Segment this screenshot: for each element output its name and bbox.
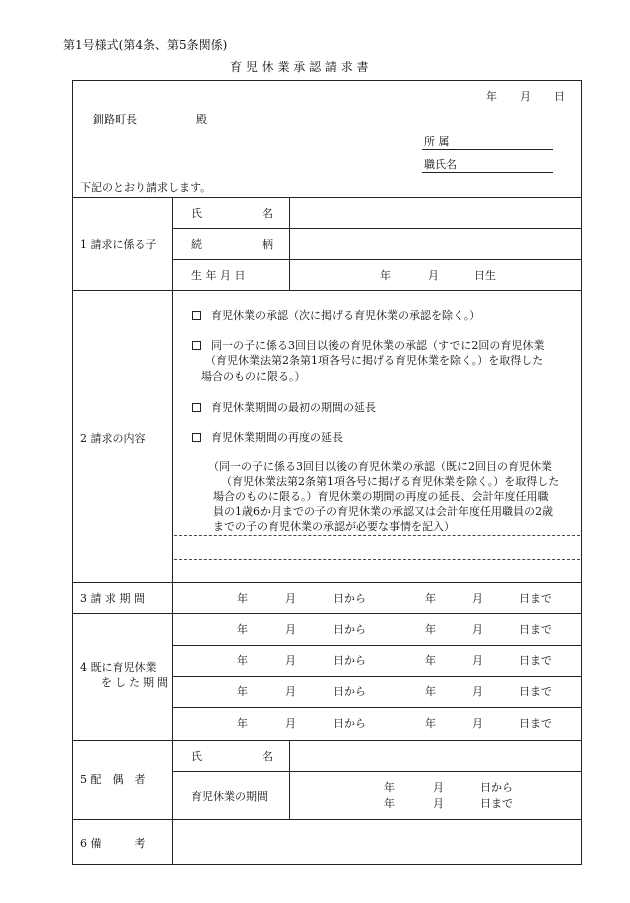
option-third-leave-line2: （育児休業法第2条第1項各号に掲げる育児休業を除く。）を取得した (205, 354, 544, 367)
child-relation-label-1: 続 (191, 238, 202, 251)
s4r2-from-month: 月 (285, 654, 296, 667)
rule-header-bottom (72, 197, 582, 198)
s4r4-to-month: 月 (472, 717, 483, 730)
spouse-name-label-2: 名 (262, 750, 273, 763)
option-second-extension-text: 育児休業期間の再度の延長 (211, 431, 343, 444)
s5-to-day: 日まで (480, 797, 513, 810)
label-column-divider (172, 197, 173, 865)
birth-month: 月 (428, 269, 439, 282)
form-id: 第1号様式(第4条、第5条関係) (63, 38, 228, 52)
sec5-inner-divider (289, 740, 290, 819)
note-line-4: 員の1歳6か月までの子の育児休業の承認又は会計年度任用職員の2歳 (213, 505, 553, 518)
birth-day-suffix: 日生 (474, 269, 496, 282)
checkbox-third-leave[interactable] (192, 341, 201, 350)
checkbox-approval[interactable] (192, 311, 201, 320)
s4r4-to-year: 年 (425, 717, 436, 730)
note-line-2: （育児休業法第2条第1項各号に掲げる育児休業を除く。）を取得した (221, 475, 560, 488)
s4r4-to-day: 日まで (519, 717, 552, 730)
honorific: 殿 (196, 113, 207, 126)
s4r2-from-day: 日から (333, 654, 366, 667)
section4-label-line2: をした期間 (101, 676, 171, 689)
sec1-row-rule-2 (172, 259, 582, 260)
s4r1-from-month: 月 (285, 623, 296, 636)
s4r2-from-year: 年 (237, 654, 248, 667)
sec1-inner-divider (289, 197, 290, 290)
s3-from-day: 日から (333, 592, 366, 605)
s4r4-from-month: 月 (285, 717, 296, 730)
s3-to-year: 年 (425, 592, 436, 605)
s4r3-to-day: 日まで (519, 685, 552, 698)
s3-from-year: 年 (237, 592, 248, 605)
section4-label-line1: 4 既に育児休業 (80, 661, 157, 674)
reason-dashed-line-1[interactable] (174, 535, 580, 536)
option-approval-text: 育児休業の承認（次に掲げる育児休業の承認を除く。） (211, 309, 481, 322)
staff-name-underline (422, 172, 553, 173)
s4r3-to-year: 年 (425, 685, 436, 698)
header-date-day: 日 (554, 90, 565, 103)
addressee: 釧路町長 (93, 113, 137, 126)
header-date-year: 年 (486, 90, 497, 103)
section2-label: 2 請求の内容 (80, 432, 146, 445)
section3-label: 3 請 求 期 間 (80, 592, 145, 605)
s4r2-to-year: 年 (425, 654, 436, 667)
request-statement: 下記のとおり請求します。 (80, 181, 212, 194)
affiliation-underline (422, 149, 553, 150)
sec5-row-rule (172, 771, 582, 772)
s4r4-from-day: 日から (333, 717, 366, 730)
s5-to-month: 月 (433, 797, 444, 810)
rule-sec1-bottom (72, 290, 582, 291)
s4r3-from-month: 月 (285, 685, 296, 698)
s4r3-to-month: 月 (472, 685, 483, 698)
child-name-label-2: 名 (262, 207, 273, 220)
s4r3-from-year: 年 (237, 685, 248, 698)
option-first-extension-text: 育児休業期間の最初の期間の延長 (211, 401, 376, 414)
s3-from-month: 月 (285, 592, 296, 605)
form-title: 育 児 休 業 承 認 請 求 書 (230, 60, 369, 74)
affiliation-label: 所 属 (424, 135, 450, 148)
s4r1-from-day: 日から (333, 623, 366, 636)
spouse-name-label-1: 氏 (191, 750, 202, 763)
sec4-row-rule-1 (172, 645, 582, 646)
option-second-extension (192, 431, 343, 444)
spouse-leave-period-label: 育児休業の期間 (191, 790, 268, 803)
rule-sec5-bottom (72, 819, 582, 820)
s5-to-year: 年 (384, 797, 395, 810)
child-relation-label-2: 柄 (262, 238, 273, 251)
s5-from-day: 日から (480, 781, 513, 794)
s4r2-to-day: 日まで (519, 654, 552, 667)
rule-sec4-bottom (72, 740, 582, 741)
s5-from-year: 年 (384, 781, 395, 794)
staff-name-label: 職氏名 (424, 158, 457, 171)
checkbox-second-extension[interactable] (192, 433, 201, 442)
s4r1-to-month: 月 (472, 623, 483, 636)
option-third-leave (192, 339, 544, 352)
s3-to-day: 日まで (519, 592, 552, 605)
s4r3-from-day: 日から (333, 685, 366, 698)
s3-to-month: 月 (472, 592, 483, 605)
s5-from-month: 月 (433, 781, 444, 794)
section6-label: 6 備 考 (80, 837, 146, 850)
header-date-month: 月 (520, 90, 531, 103)
option-first-extension (192, 401, 376, 414)
option-approval (192, 309, 480, 322)
note-line-5: までの子の育児休業の承認が必要な事情を記入） (213, 520, 455, 533)
sec1-row-rule-1 (172, 228, 582, 229)
option-third-leave-text: 同一の子に係る3回目以後の育児休業の承認（すでに2回の育児休業 (211, 339, 545, 352)
s4r1-to-day: 日まで (519, 623, 552, 636)
sec4-row-rule-2 (172, 676, 582, 677)
child-name-label-1: 氏 (191, 207, 202, 220)
rule-sec3-bottom (72, 613, 582, 614)
s4r1-from-year: 年 (237, 623, 248, 636)
birth-year: 年 (380, 269, 391, 282)
sec4-row-rule-3 (172, 707, 582, 708)
s4r4-from-year: 年 (237, 717, 248, 730)
section1-label: 1 請求に係る子 (80, 238, 157, 251)
rule-sec2-bottom (72, 582, 582, 583)
s4r2-to-month: 月 (472, 654, 483, 667)
note-line-3: 場合のものに限る。）育児休業の期間の再度の延長、会計年度任用職 (213, 490, 549, 503)
section5-label: 5 配 偶 者 (80, 773, 146, 786)
reason-dashed-line-2[interactable] (174, 559, 580, 560)
option-third-leave-line3: 場合のものに限る。） (201, 370, 306, 383)
s4r1-to-year: 年 (425, 623, 436, 636)
checkbox-first-extension[interactable] (192, 403, 201, 412)
child-birthdate-label: 生 年 月 日 (191, 269, 246, 282)
note-line-1: （同一の子に係る3回目以後の育児休業の承認（既に2回目の育児休業 (208, 460, 552, 473)
